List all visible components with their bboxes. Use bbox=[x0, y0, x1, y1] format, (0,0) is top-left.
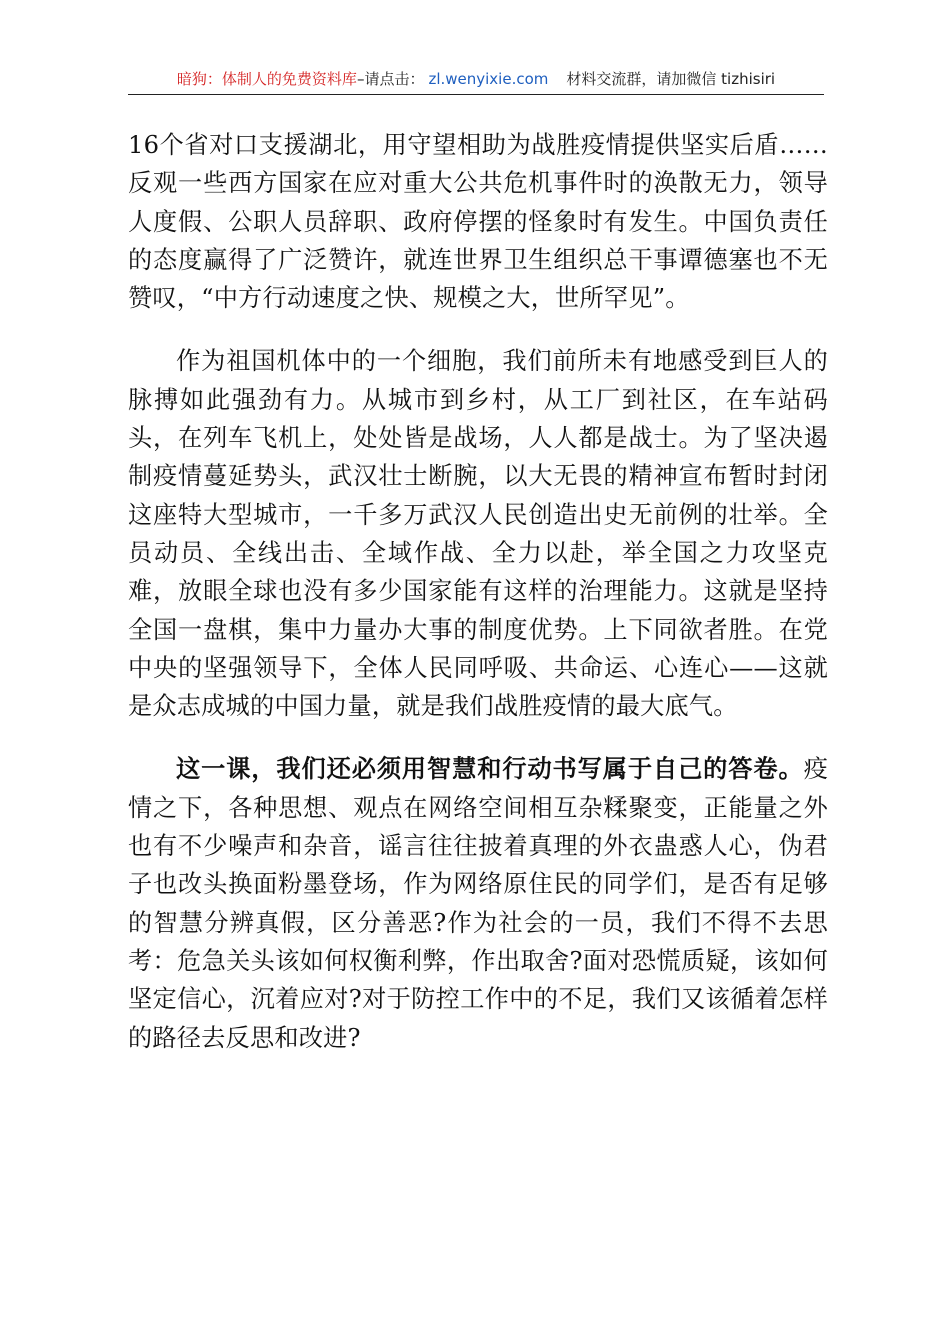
header-site-name: 暗狗：体制人的免费资料库 bbox=[176, 70, 357, 88]
page-header bbox=[128, 70, 824, 95]
paragraph-2: 作为祖国机体中的一个细胞，我们前所未有地感受到巨人的脉搏如此强劲有力。从城市到乡村，从工厂到社区，在车站码头，在列车飞机上，处处皆是战场，人人都是战士。为了坚决遏制疫情蔓延势头，武汉壮士断腕，以大无畏的精神宣布暂时封闭这座特大型城市，一千多万武汉人民创造出史无前例的壮举。全员动员、全线出击、全域作战、全力以赴，举全国之力攻坚克难，放眼全球也没有多少国家能有这样的治理能力。这就是坚持全国一盘棋，集中力量办大事的制度优势。上下同欲者胜。在党中央的坚强领导下，全体人民同呼吸、共命运、心连心——这就是众志成城的中国力量，就是我们战胜疫情的最大底气。 bbox=[128, 347, 828, 721]
paragraph-gap bbox=[128, 317, 828, 342]
header-contact: 材料交流群，请加微信 tizhisiri bbox=[566, 70, 776, 88]
header-click-prompt: –请点击： bbox=[356, 70, 425, 88]
paragraph-3 bbox=[128, 750, 828, 1056]
paragraph-gap bbox=[128, 725, 828, 750]
paragraph-3-lead: 这一课，我们还必须用智慧和行动书写属于自己的答卷。 bbox=[176, 755, 804, 784]
document-body bbox=[128, 126, 828, 1057]
paragraph-3-body: 疫情之下，各种思想、观点在网络空间相互杂糅聚变，正能量之外也有不少噪声和杂音，谣言往往披着真理的外衣蛊惑人心，伪君子也改头换面粉墨登场，作为网络原住民的同学们，是否有足够的智慧分辨真假，区分善恶?作为社会的一员，我们不得不去思考：危急关头该如何权衡利弊，作出取舍?面对恐慌质疑，该如何坚定信心，沉着应对?对于防控工作中的不足，我们又该循着怎样的路径去反思和改进? bbox=[128, 755, 828, 1052]
paragraph-1: 16个省对口支援湖北，用守望相助为战胜疫情提供坚实后盾……反观一些西方国家在应对重大公共危机事件时的涣散无力，领导人度假、公职人员辞职、政府停摆的怪象时有发生。中国负责任的态度赢得了广泛赞许，就连世界卫生组织总干事谭德塞也不无赞叹，“中方行动速度之快、规模之大，世所罕见”。 bbox=[128, 131, 828, 313]
header-url-link[interactable]: zl.wenyixie.com bbox=[428, 70, 549, 88]
